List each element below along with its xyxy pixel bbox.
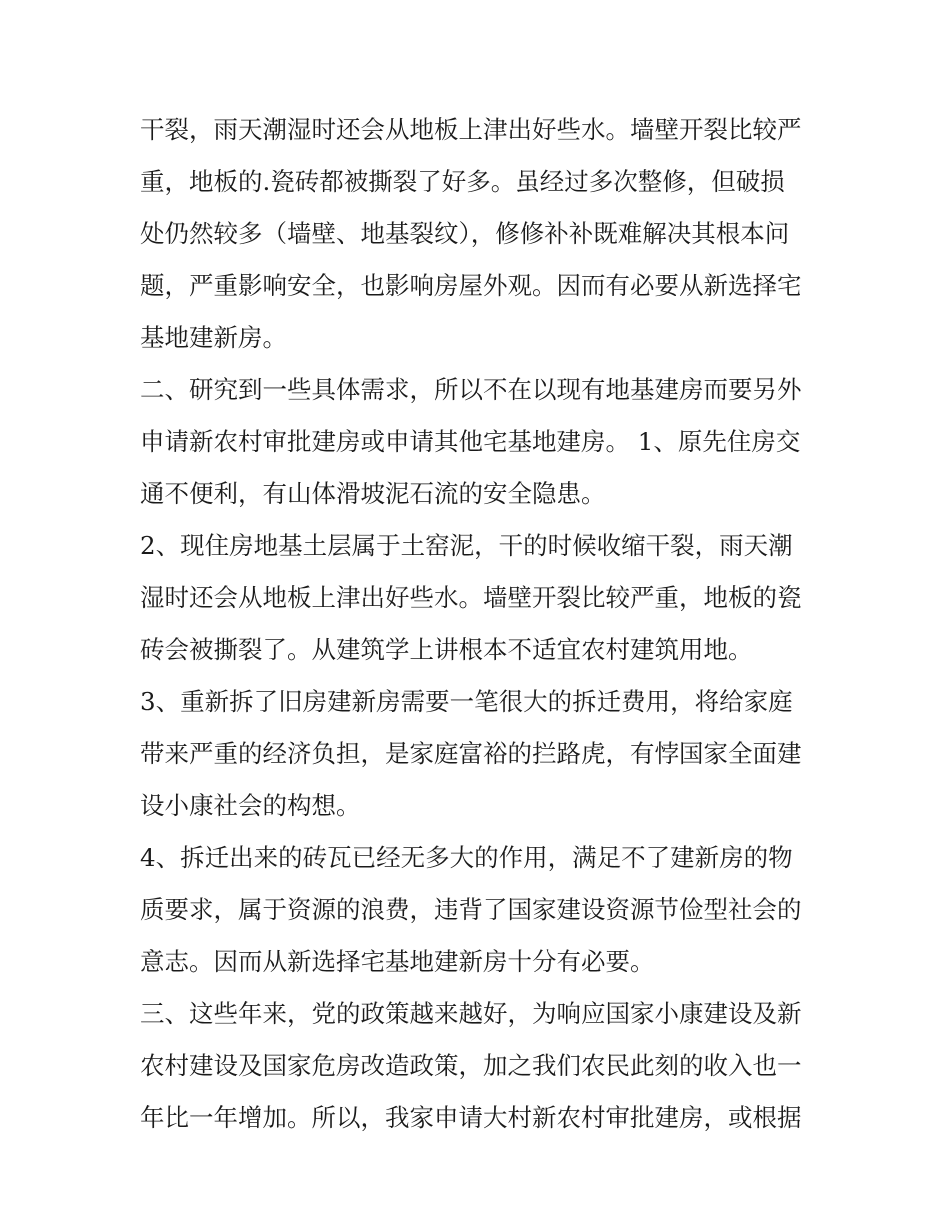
text-line: 砖会被撕裂了。从建筑学上讲根本不适宜农村建筑用地。 bbox=[140, 635, 753, 664]
text-line: 重，地板的.瓷砖都被撕裂了好多。虽经过多次整修，但破损 bbox=[140, 167, 785, 196]
text-line: 农村建设及国家危房改造政策，加之我们农民此刻的收入也一 bbox=[140, 1051, 802, 1080]
text-line: 通不便利，有山体滑坡泥石流的安全隐患。 bbox=[140, 479, 606, 508]
text-line: 二、研究到一些具体需求，所以不在以现有地基建房而要另外 bbox=[140, 375, 802, 404]
text-line: 干裂，雨天潮湿时还会从地板上津出好些水。墙壁开裂比较严 bbox=[140, 115, 802, 144]
text-line: 湿时还会从地板上津出好些水。墙壁开裂比较严重，地板的瓷 bbox=[140, 583, 802, 612]
text-line: 4、拆迁出来的砖瓦已经无多大的作用，满足不了建新房的物 bbox=[140, 843, 793, 872]
text-line: 基地建新房。 bbox=[140, 323, 287, 352]
text-line: 处仍然较多（墙壁、地基裂纹），修修补补既难解决其根本问 bbox=[140, 219, 790, 248]
text-line: 3、重新拆了旧房建新房需要一笔很大的拆迁费用，将给家庭 bbox=[140, 687, 793, 716]
text-line: 题，严重影响安全，也影响房屋外观。因而有必要从新选择宅 bbox=[140, 271, 802, 300]
text-line: 申请新农村审批建房或申请其他宅基地建房。 1、原先住房交 bbox=[140, 427, 801, 456]
text-line: 质要求，属于资源的浪费，违背了国家建设资源节俭型社会的 bbox=[140, 895, 802, 924]
text-line: 设小康社会的构想。 bbox=[140, 791, 361, 820]
text-line: 2、现住房地基土层属于土窑泥，干的时候收缩干裂，雨天潮 bbox=[140, 531, 793, 560]
text-line: 三、这些年来，党的政策越来越好，为响应国家小康建设及新 bbox=[140, 999, 802, 1028]
body-text bbox=[140, 104, 820, 1144]
text-line: 带来严重的经济负担，是家庭富裕的拦路虎，有悖国家全面建 bbox=[140, 739, 802, 768]
text-line: 年比一年增加。所以，我家申请大村新农村审批建房，或根据 bbox=[140, 1103, 802, 1132]
text-line: 意志。因而从新选择宅基地建新房十分有必要。 bbox=[140, 947, 655, 976]
